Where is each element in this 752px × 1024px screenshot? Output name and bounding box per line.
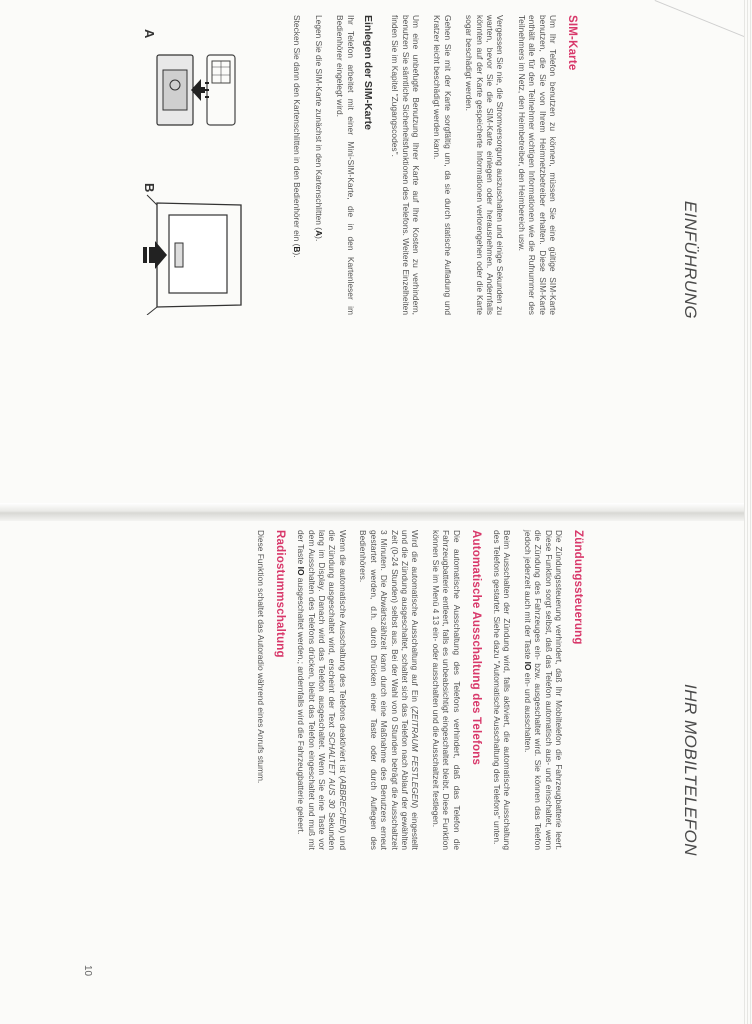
text-run: ).	[313, 236, 324, 242]
section-heading-sim: SIM-Karte	[566, 15, 578, 71]
paragraph: Die automatische Ausschaltung des Telefons verhindert, daß das Telefon die Fahrzeugbatterie entleert, falls es unbeabsichtigt eingeschaltet bleibt. Diese Funktion können Sie im Menü 4 13 ein- oder ausschalten und die Ausschaltzeit festlegen.	[430, 530, 462, 850]
figure-label-b: B	[142, 183, 158, 193]
paragraph: Beim Ausschalten der Zündung wird, falls aktiviert, die automatische Ausschaltung des Telefons gestartet. Siehe dazu "Automatische Ausschaltung des Telefons" unten.	[491, 530, 513, 850]
key-io: IO	[522, 661, 533, 671]
text-run: ausgeschaltet werden.; andernfalls wird die Fahrzeugbatterie geleert.	[296, 575, 307, 835]
text-column	[281, 15, 578, 315]
paragraph: Ihr Telefon arbeitet mit einer Mini-SIM-Karte, die in den Kartenleser im Bedienhörer eingelegt wird.	[335, 15, 356, 315]
display-text: ZEITRAUM FESTLEGEN	[410, 708, 421, 806]
text-run: ).	[292, 252, 303, 258]
text-run: ein- und ausschalten.	[522, 670, 533, 753]
display-text: ABBRECHEN	[337, 778, 348, 831]
paragraph: Um eine unbefugte Benutzung Ihrer Karte auf Ihre Kosten zu verhindern, benutzen Sie sämtliche Sicherheitsfunktionen des Telefons. Weitere Einzelheiten finden Sie im Kapitel "Zugangscodes".	[390, 15, 421, 315]
paragraph	[358, 530, 420, 850]
text-run: Legen Sie die SIM-Karte zunächst in den Kartenschlitten (	[313, 15, 324, 231]
center-fold	[0, 503, 752, 521]
text-run: Die Zündungssteuerung verhindert, daß Ihr Mobiltelefon die Fahrzeugbatterie leert. Diese Funktion sorgt selbst, daß das Telefon automatisch aus- und einschaltet, wenn die Zündung des Fahrzeuges ein- bzw. ausgeschaltet wird. Sie können das Telefon jedoch jederzeit auch mit der Taste	[522, 530, 564, 850]
sim-insertion-illustration	[130, 15, 275, 315]
paragraph: Vergessen Sie nie, die Stromversorgung auszuschalten und einige Sekunden zu warten, bevor Sie die SIM-Karte einlegen oder herausnehmen. Andernfalls könnten auf der Karte gespeicherte Informationen verlorengehen oder die Karte sogar beschädigt werden.	[464, 15, 506, 315]
bold-ref-a: A	[313, 230, 324, 237]
paragraph: Um Ihr Telefon benutzen zu können, müssen Sie eine gültige SIM-Karte benutzen, die Sie von Ihrem Heimnetzbetreiber erhalten. Diese SIM-Karte enthält alle für den Teilnehmer wichtigen Informationen wie die Rufnummer des Teilnehmers im Netz, den Heimbetreiber, den Heimbereich usw.	[516, 15, 558, 315]
sim-card-drawing	[207, 55, 235, 125]
text-run: ) und die Zündung ausgeschaltet wird, erscheint der Text	[327, 530, 348, 851]
paragraph	[292, 15, 302, 315]
page-edge-stack	[744, 0, 752, 1024]
paragraph	[314, 15, 324, 315]
paragraph	[296, 530, 348, 850]
insert-arrow-a	[191, 79, 209, 101]
text-run: Sekunden lang im Display. Danach wird das Telefon ausgeschaltet. Wenn Sie eine Taste vor dem Ausschalten des Telefons drücken, bleibt das Telefon eingeschaltet und muß mit der Taste	[296, 530, 338, 850]
running-head: EINFÜHRUNG	[681, 200, 700, 320]
page-ihr-mobiltelefon	[10, 530, 700, 1010]
text-run: Wird die automatische Ausschaltung auf Ein (	[410, 530, 421, 709]
insert-arrow-b	[143, 241, 167, 269]
page-einfuehrung	[10, 15, 700, 505]
section-heading-radio-mute: Radiostummschaltung	[273, 530, 286, 658]
card-carrier-drawing	[157, 55, 193, 125]
key-io: IO	[296, 566, 307, 576]
running-head: IHR MOBILTELEFON	[681, 683, 700, 857]
section-heading-ignition: Zündungssteuerung	[572, 530, 584, 645]
sim-insertion-figure	[130, 15, 275, 315]
display-text: SCHALTET AUS 30	[327, 731, 338, 809]
bold-ref-b: B	[292, 246, 303, 253]
text-column	[255, 530, 584, 850]
paragraph: Gehen Sie mit der Karte sorgfältig um, da sie durch statische Aufladung und Kratzer leicht beschädigt werden kann.	[432, 15, 453, 315]
page-columns	[281, 15, 578, 505]
paragraph	[522, 530, 564, 850]
text-run: ) eingestellt und die Zündung ausgeschaltet, schaltet sich das Telefon nach Ablauf der gewählten Zeit (0-24 Stunden) selbst aus. Bei der Wahl von 0 Stunden beträgt die Ausschaltzeit 3 Minuten. Die Abwärtszählzeit kann durch eine Maßnahme des Benutzers erneut gestartet werden, d.h. durch Drücken einer Taste oder durch Auflegen des Bedienhörers.	[358, 530, 421, 850]
text-run: Wenn die automatische Ausschaltung des Telefons deaktiviert ist (	[337, 530, 348, 779]
figure-label-a: A	[142, 29, 158, 39]
page-number: 10	[82, 964, 94, 977]
section-heading-auto-off: Automatische Ausschaltung des Telefons	[469, 530, 482, 766]
paragraph: Diese Funktion schaltet das Autoradio während eines Anrufs stumm.	[255, 530, 266, 784]
text-run: Stecken Sie dann den Kartenschlitten in den Bedienhörer ein (	[292, 15, 303, 247]
subheading-insert-sim: Einlegen der SIM-Karte	[361, 15, 374, 130]
